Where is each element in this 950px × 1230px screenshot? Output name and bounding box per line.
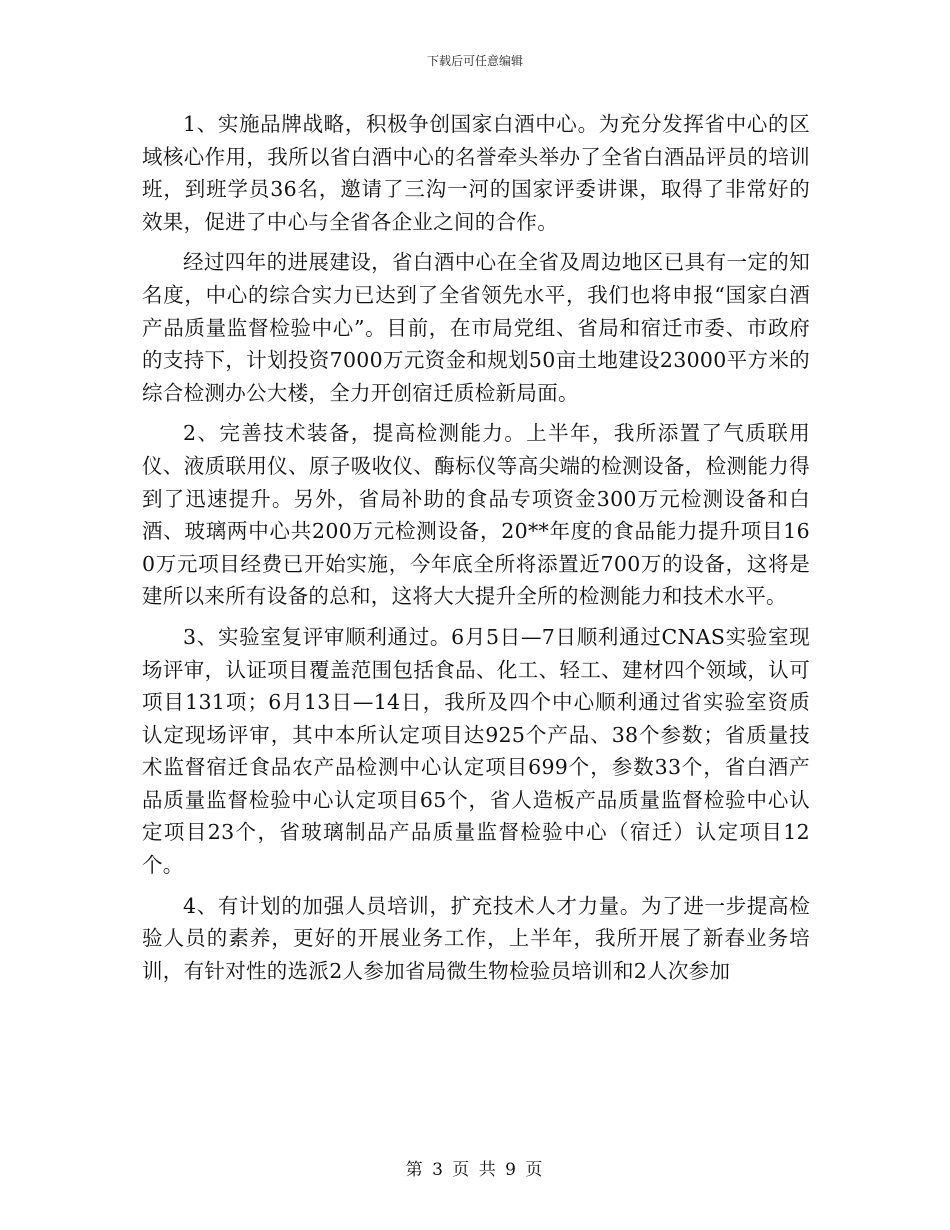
paragraph-lab-review: 3、实验室复评审顺利通过。6月5日—7日顺利通过CNAS实验室现场评审，认证项目覆盖范围包括食品、化工、轻工、建材四个领域，认可项目131项；6月13日—14日，我所及四个中心顺利通过省实验室资质认定现场评审，其中本所认定项目达925个产品、38个参数；省质量技术监督宿迁食品农产品检测中心认定项目699个，参数33个，省白酒产品质量监督检验中心认定项目65个，省人造板产品质量监督检验中心认定项目23个，省玻璃制品产品质量监督检验中心（宿迁）认定项目12个。	[142, 624, 810, 878]
page-header-note: 下载后可任意编辑	[426, 54, 523, 68]
paragraph-equipment: 2、完善技术装备，提高检测能力。上半年，我所添置了气质联用仪、液质联用仪、原子吸收仪、酶标仪等高尖端的检测设备，检测能力得到了迅速提升。另外，省局补助的食品专项资金300万元检测设备和白酒、玻璃两中心共200万元检测设备，20**年度的食品能力提升项目160万元项目经费已开始实施，今年底全所将添置近700万的设备，这将是建所以来所有设备的总和，这将大大提升全所的检测能力和技术水平。	[142, 421, 810, 609]
document-body	[142, 108, 810, 995]
paragraph-brand-strategy: 1、实施品牌战略，积极争创国家白酒中心。为充分发挥省中心的区域核心作用，我所以省白酒中心的名誉牵头举办了全省白酒品评员的培训班，到班学员36名，邀请了三沟一河的国家评委讲课，取得了非常好的效果，促进了中心与全省各企业之间的合作。	[142, 112, 810, 234]
paragraph-staff-training: 4、有计划的加强人员培训，扩充技术人才力量。为了进一步提高检验人员的素养，更好的开展业务工作，上半年，我所开展了新春业务培训，有针对性的选派2人参加省局微生物检验员培训和2人次参加	[142, 893, 810, 983]
page-number: 第 3 页 共 9 页	[405, 1160, 545, 1180]
paragraph-development: 经过四年的进展建设，省白酒中心在全省及周边地区已具有一定的知名度，中心的综合实力已达到了全省领先水平，我们也将申报“国家白酒产品质量监督检验中心”。目前，在市局党组、省局和宿迁市委、市政府的支持下，计划投资7000万元资金和规划50亩土地建设23000平方米的综合检测办公大楼，全力开创宿迁质检新局面。	[142, 250, 810, 405]
